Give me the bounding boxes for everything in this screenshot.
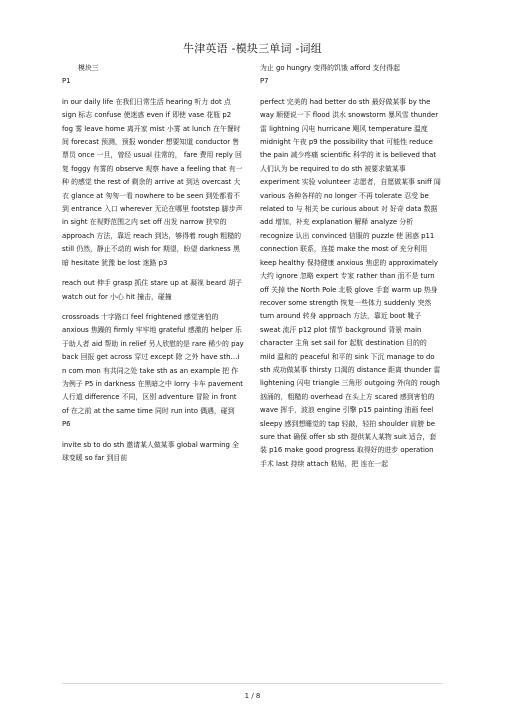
vocab-paragraph: invite sb to do sth 邀请某人做某事 global warming 全球变暖 so far 到目前	[62, 440, 239, 462]
footer-divider	[62, 683, 443, 684]
left-column	[62, 62, 244, 465]
vocab-paragraph: in our daily life 在我们日常生活 hearing 听力 dot 点 sign 标志 confuse 使迷惑 even if 即使 vase 花瓶 p2 fog 雾 leave home 离开家 mist 小雾 at lunch 在午餐时间 forecast 预测，预报 wonder 想要知道 conductor 售票员 once 一旦，曾经 usual 往常的， fare 费用 reply 回复 foggy 有雾的 observe 观察 have a feeling that 有一种 的感觉 the rest of 剩余的 arrive at 到达 overcast 大衣 glance at 匆匆一看 nowhere to be seen 到处都看不到 entrance 入口 wherever 无论在哪里 footstep 脚步声 in sight 在视野范围之内 set off 出发 narrow 狭窄的 approach 方法，靠近 reach 到达，够得着 rough 粗糙的 still 仍然，静止不动的 wish for 期望，盼望 darkness 黑暗 hesitate 犹豫 be lost 迷路 p3	[62, 97, 243, 267]
document-title: 牛津英语 -模块三单词 -词组	[183, 42, 322, 55]
vocab-paragraph: P1	[62, 77, 71, 86]
vocab-paragraph: 为止 go hungry 变得的饥饿 afford 支付得起	[260, 64, 400, 72]
page-number: 1 / 8	[244, 692, 261, 700]
paragraph-gap	[62, 270, 244, 277]
paragraph-gap	[62, 89, 244, 96]
paragraph-gap	[260, 89, 442, 96]
vocab-paragraph: reach out 伸手 grasp 抓住 stare up at 凝视 beard 胡子 watch out for 小心 hit 撞击，碰撞	[62, 279, 243, 301]
paragraph-gap	[62, 432, 244, 439]
paragraph-gap	[62, 304, 244, 311]
right-column	[260, 62, 442, 471]
vocab-paragraph: 模块三	[78, 64, 99, 72]
vocab-paragraph: crossroads 十字路口 feel frightened 感觉害怕的 anxious 焦躁的 firmly 牢牢地 grateful 感激的 helper 乐于助人者 aid 帮助 in relief 另人欣慰的是 rare 稀少的 pay back 回报 get across 穿过 except 除 之外 have sth…i n com mon 有共同之处 take sth as an example 把 作为例子 P5 in darkness 在黑暗之中 lorry 卡车 pavement 人行道 difference 不同，区别 adventure 冒险 in front of 在之前 at the same time 同时 run into 偶遇，碰到	[62, 312, 244, 415]
vocab-paragraph: P6	[62, 420, 71, 429]
vocab-paragraph: perfect 完美的 had better do sth 最好做某事 by the way 顺便说一下 flood 洪水 snowstorm 暴风雪 thunder 雷 lightning 闪电 hurricane 飓风 temperature 温度 midnight 午夜 p9 the possibility that 可能性 reduce the pain 减少疼痛 scientific 科学的 it is believed that 人们认为 be required to do sth 被要求做某事 experiment 实验 volunteer 志愿者，自愿做某事 sniff 闻 various 各种各样的 no longer 不再 tolerate 忍受 be related to 与 相关 be curious about 对 好奇 data 数据 add 增加，补充 explanation 解释 analyze 分析 recognize 认出 convinced 信服的 puzzle 使 困惑 p11 connection 联系，连接 make the most of 充分利用 keep healthy 保持健康 anxious 焦虑的 approximately 大约 ignore 忽略 expert 专家 rather than 而不是 turn off 关掉 the North Pole 北极 glove 手套 warm up 热身 recover some strength 恢复一些体力 suddenly 突然 turn around 转身 approach 方法，靠近 boot 靴子 sweat 流汗 p12 plot 情节 background 背景 main character 主角 set sail for 起航 destination 目的的 mild 温和的 peaceful 和平的 sink 下沉 manage to do sth 成功做某事 thirsty 口渴的 distance 距离 thunder 雷 lightening 闪电 triangle 三角形 outgoing 外向的 rough 汹涌的，粗糙的 overhead 在头上方 scared 感到害怕的 wave 挥手，波浪 engine 引擎 p15 painting 油画 feel sleepy 感到想睡觉的 tap 轻敲，轻拍 shoulder 肩膀 be sure that 确保 offer sb sth 提供某人某物 suit 适合，套装 p16 make good progress 取得好的进步 operation 手术 last 持续 attach 粘贴，把 连在一起	[260, 97, 441, 468]
vocab-paragraph: P7	[260, 77, 269, 86]
